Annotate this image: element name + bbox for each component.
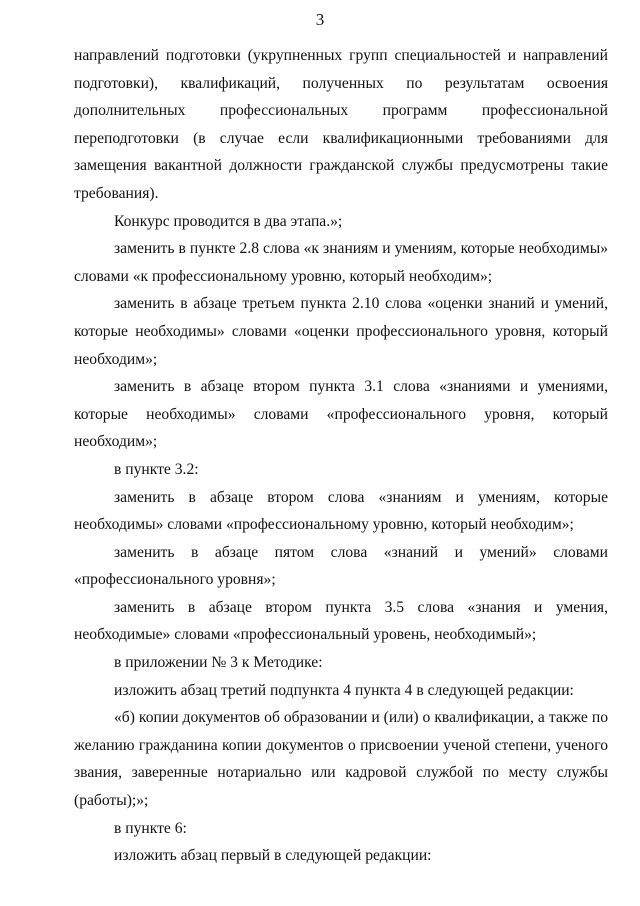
text-line: направлений подготовки (укрупненных групп специальностей и направлений [74,47,608,64]
text-line: в пункте 3.2: [114,460,199,478]
text-line: «б) копии документов об образовании и (или) о квалификации, а также по [114,709,608,727]
text-line: которые необходимы» словами «профессионального уровня, который [74,405,608,423]
text-line: заменить в абзаце пятом слова «знаний и умений» словами [114,543,608,561]
text-line: заменить в абзаце третьем пункта 2.10 слова «оценки знаний и умений, [114,295,608,313]
text-line: необходим»; [74,433,158,451]
text-line: переподготовки (в случае если квалификационными требованиями для [74,129,608,147]
text-line: заменить в абзаце втором пункта 3.5 слова «знания и умения, [114,598,608,616]
text-line: заменить в абзаце втором слова «знаниям и умениям, которые [114,488,608,506]
text-line: в приложении № 3 к Методике: [114,654,323,672]
text-line: словами «к профессиональному уровню, который необходим»; [74,267,493,285]
text-line: необходим»; [74,350,158,368]
text-line: заменить в абзаце втором пункта 3.1 слова «знаниями и умениями, [114,378,608,396]
text-line: требования). [74,184,159,202]
text-line: необходимы» словами «профессиональному уровню, который необходим»; [74,516,574,534]
text-line: изложить абзац первый в следующей редакции: [114,847,432,865]
text-line: заменить в пункте 2.8 слова «к знаниям и умениям, которые необходимы» [114,240,608,258]
text-line: в пункте 6: [114,819,187,837]
text-line: замещения вакантной должности гражданской службы предусмотрены такие [74,157,608,175]
text-line: (работы);»; [74,792,149,810]
text-line: изложить абзац третий подпункта 4 пункта 4 в следующей редакции: [114,681,574,699]
text-line: которые необходимы» словами «оценки профессионального уровня, который [74,322,608,340]
text-line: дополнительных профессиональных программ профессиональной [74,102,608,120]
page-number: 3 [315,10,325,29]
text-line: звания, заверенные нотариально или кадровой службой по месту службы [74,764,608,782]
document-body [74,42,608,870]
text-line: «профессионального уровня»; [74,571,276,589]
text-line: Конкурс проводится в два этапа.»; [114,212,343,230]
text-line: необходимые» словами «профессиональный уровень, необходимый»; [74,626,537,644]
text-line: подготовки), квалификаций, полученных по результатам освоения [74,74,608,92]
text-line: желанию гражданина копии документов о присвоении ученой степени, ученого [74,736,608,754]
